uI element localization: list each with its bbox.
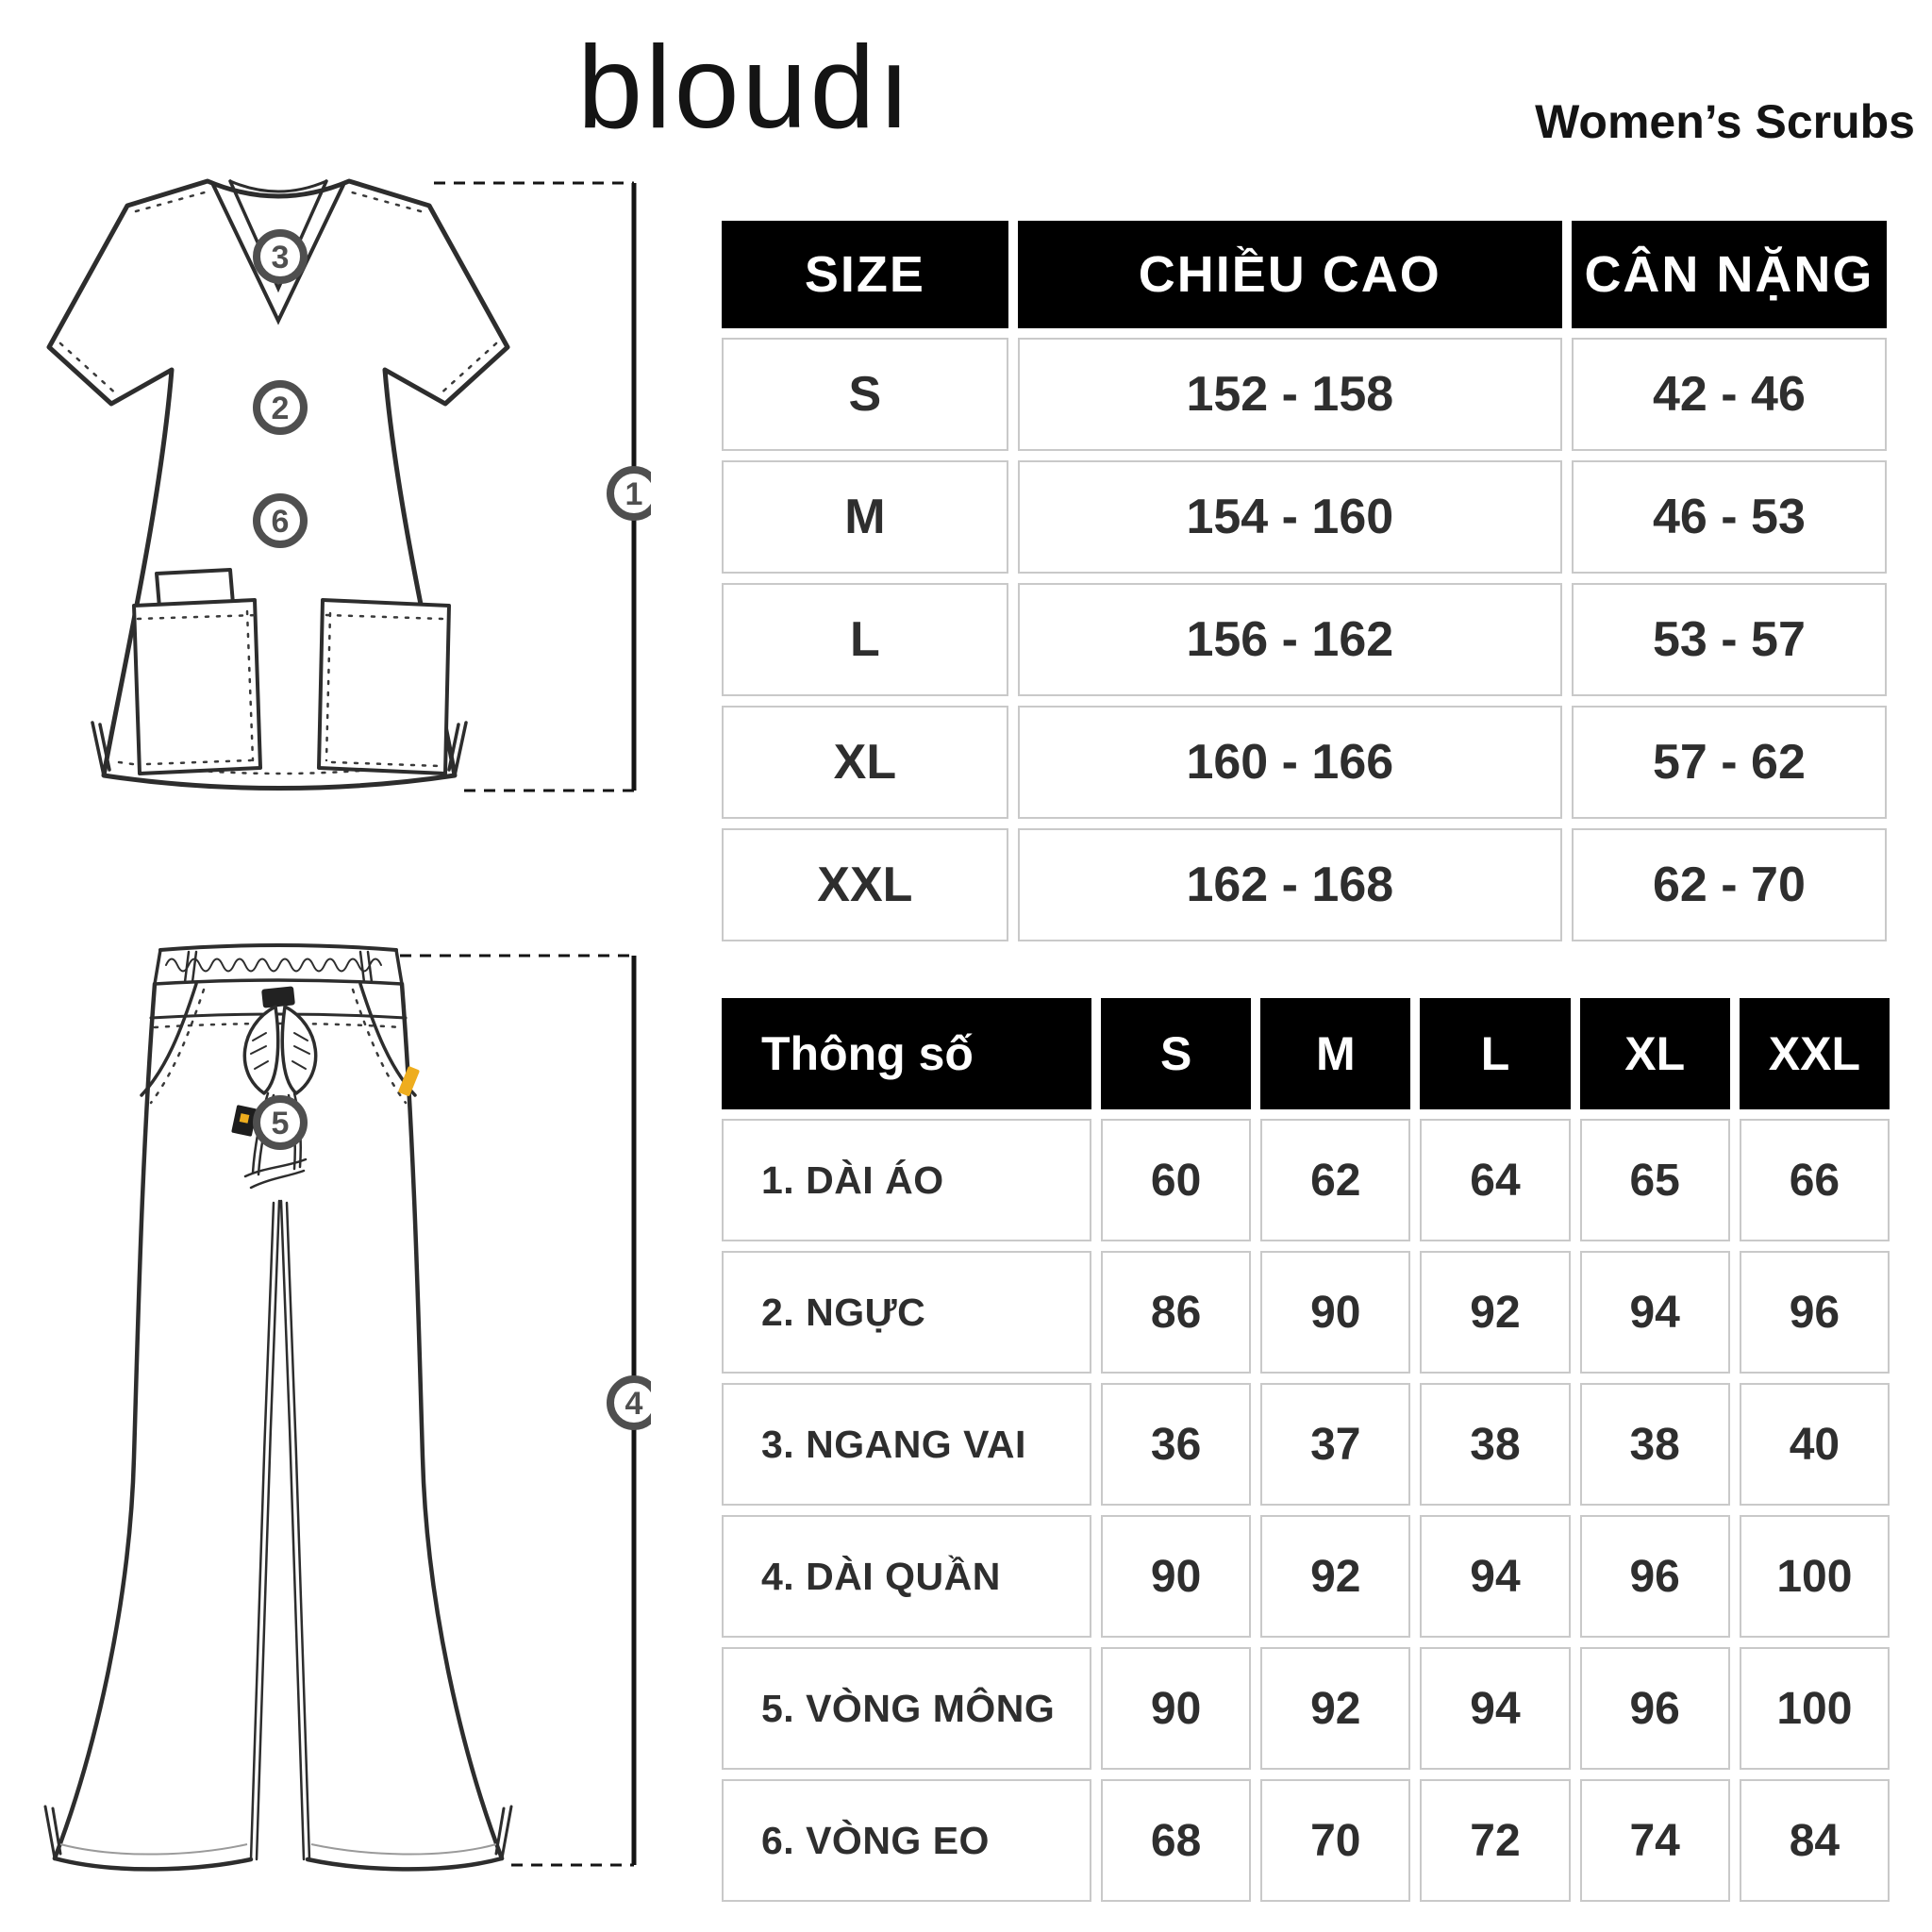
left-pocket xyxy=(134,600,260,774)
measurement-header-xl: XL xyxy=(1580,998,1730,1109)
measurement-value: 65 xyxy=(1580,1119,1730,1241)
measurement-value: 92 xyxy=(1260,1647,1410,1770)
size-table-row xyxy=(722,828,1887,941)
size-table-header-row xyxy=(722,221,1887,328)
marker-top-length xyxy=(610,470,651,517)
measurement-value: 90 xyxy=(1101,1515,1251,1638)
measurement-table-corner: Thông số xyxy=(722,998,1091,1109)
scrub-pants-diagram xyxy=(28,929,651,1882)
size-table xyxy=(712,211,1896,951)
size-table-row xyxy=(722,583,1887,696)
measurement-value: 40 xyxy=(1740,1383,1890,1506)
measurement-value: 38 xyxy=(1580,1383,1730,1506)
measurement-value: 36 xyxy=(1101,1383,1251,1506)
marker-waist xyxy=(257,497,304,544)
marker-chest xyxy=(257,384,304,431)
size-table-header-size: SIZE xyxy=(722,221,1008,328)
measurement-header-xxl: XXL xyxy=(1740,998,1890,1109)
measurement-value: 96 xyxy=(1580,1647,1730,1770)
svg-text:3: 3 xyxy=(271,240,290,275)
weight-range-value: 62 - 70 xyxy=(1572,828,1887,941)
measurement-value: 74 xyxy=(1580,1779,1730,1902)
height-range-value: 162 - 168 xyxy=(1018,828,1562,941)
marker-shoulder xyxy=(257,233,304,280)
scrub-top-diagram xyxy=(28,151,651,840)
scrub-pants-line-art xyxy=(45,945,511,1869)
size-value: S xyxy=(722,338,1008,451)
measurement-value: 37 xyxy=(1260,1383,1410,1506)
measurement-value: 62 xyxy=(1260,1119,1410,1241)
right-pocket xyxy=(319,600,449,774)
marker-hip xyxy=(257,1099,304,1146)
measurement-value: 92 xyxy=(1260,1515,1410,1638)
measurement-label: 5. VÒNG MÔNG xyxy=(722,1647,1091,1770)
measurement-header-m: M xyxy=(1260,998,1410,1109)
measurement-value: 94 xyxy=(1420,1515,1570,1638)
measurement-value: 68 xyxy=(1101,1779,1251,1902)
measurement-value: 94 xyxy=(1580,1251,1730,1374)
size-value: M xyxy=(722,460,1008,574)
svg-text:6: 6 xyxy=(271,504,290,540)
svg-text:1: 1 xyxy=(625,476,643,512)
svg-text:4: 4 xyxy=(625,1386,643,1422)
brand-logo: bloudı xyxy=(577,23,913,153)
measurement-label: 1. DÀI ÁO xyxy=(722,1119,1091,1241)
measurement-header-l: L xyxy=(1420,998,1570,1109)
size-value: XL xyxy=(722,706,1008,819)
svg-text:5: 5 xyxy=(271,1106,290,1141)
measurement-value: 60 xyxy=(1101,1119,1251,1241)
measurement-value: 66 xyxy=(1740,1119,1890,1241)
measurement-value: 96 xyxy=(1740,1251,1890,1374)
measurement-value: 70 xyxy=(1260,1779,1410,1902)
marker-pants-length xyxy=(610,1379,651,1426)
measurement-value: 96 xyxy=(1580,1515,1730,1638)
measurement-header-s: S xyxy=(1101,998,1251,1109)
weight-range-value: 53 - 57 xyxy=(1572,583,1887,696)
pants-length-dimension xyxy=(400,956,634,1865)
size-table-row xyxy=(722,706,1887,819)
measurement-value: 86 xyxy=(1101,1251,1251,1374)
height-range-value: 154 - 160 xyxy=(1018,460,1562,574)
measurement-label: 6. VÒNG EO xyxy=(722,1779,1091,1902)
measurement-value: 64 xyxy=(1420,1119,1570,1241)
weight-range-value: 46 - 53 xyxy=(1572,460,1887,574)
measurement-value: 100 xyxy=(1740,1647,1890,1770)
svg-text:2: 2 xyxy=(271,391,290,426)
measurement-table-row xyxy=(722,1251,1890,1374)
measurement-value: 84 xyxy=(1740,1779,1890,1902)
measurement-value: 92 xyxy=(1420,1251,1570,1374)
size-table-row xyxy=(722,460,1887,574)
size-table-header-height: CHIỀU CAO xyxy=(1018,221,1562,328)
page-title: Women’s Scrubs xyxy=(1535,95,1915,148)
size-value: XXL xyxy=(722,828,1008,941)
measurement-table-row xyxy=(722,1779,1890,1902)
height-range-value: 152 - 158 xyxy=(1018,338,1562,451)
height-range-value: 156 - 162 xyxy=(1018,583,1562,696)
measurement-table xyxy=(712,989,1899,1911)
measurement-value: 72 xyxy=(1420,1779,1570,1902)
measurement-label: 3. NGANG VAI xyxy=(722,1383,1091,1506)
weight-range-value: 57 - 62 xyxy=(1572,706,1887,819)
height-range-value: 160 - 166 xyxy=(1018,706,1562,819)
measurement-value: 38 xyxy=(1420,1383,1570,1506)
measurement-table-row xyxy=(722,1515,1890,1638)
measurement-value: 90 xyxy=(1260,1251,1410,1374)
measurement-value: 100 xyxy=(1740,1515,1890,1638)
drawstring-toggle xyxy=(261,986,295,1008)
size-table-row xyxy=(722,338,1887,451)
weight-range-value: 42 - 46 xyxy=(1572,338,1887,451)
yellow-pocket-tag xyxy=(398,1066,420,1097)
measurement-table-row xyxy=(722,1383,1890,1506)
measurement-value: 90 xyxy=(1101,1647,1251,1770)
measurement-table-row xyxy=(722,1647,1890,1770)
measurement-table-header-row xyxy=(722,998,1890,1109)
measurement-label: 2. NGỰC xyxy=(722,1251,1091,1374)
measurement-table-row xyxy=(722,1119,1890,1241)
size-table-header-weight: CÂN NẶNG xyxy=(1572,221,1887,328)
measurement-value: 94 xyxy=(1420,1647,1570,1770)
measurement-label: 4. DÀI QUẦN xyxy=(722,1515,1091,1638)
size-value: L xyxy=(722,583,1008,696)
